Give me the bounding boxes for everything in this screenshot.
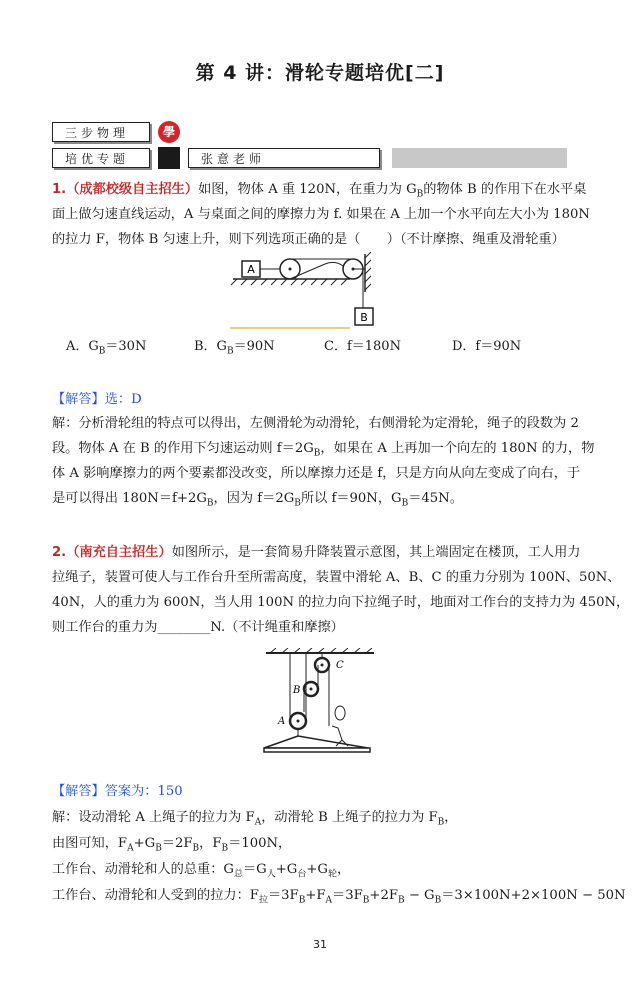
q2-solution-1: 解：设动滑轮 A 上绳子的拉力为 $F_A$，动滑轮 B 上绳子的拉力为 $F_B$， xyxy=(52,810,458,828)
q2-solution-2: 由图可知，$F_A+G_B=2F_B$，$F_B=100N$， xyxy=(52,836,292,854)
q1-line-1: 1.（成都校级自主招生）如图，物体 A 重 120N，在重力为 $G_B$的物体 B 的作用下在水平桌 xyxy=(52,182,587,200)
black-square xyxy=(158,147,180,169)
q2-text-1: 如图所示，是一套简易升降装置示意图，其上端固定在楼顶，工人用力 xyxy=(171,545,581,560)
q2-fig-label-b: B xyxy=(293,685,301,696)
brand-box xyxy=(52,122,150,142)
q1-option-a: A．$G_B=30N$ xyxy=(66,339,147,357)
q1-text-1: 如图，物体 A 重 120N，在重力为 G xyxy=(198,182,417,197)
q1-solution-2: 段。物体 A 在 B 的作用下匀速运动则 $f=2G_B$，如果在 A 上再加一个向左的 180N 的力，物 xyxy=(52,441,595,459)
page-title: 第 4 讲：滑轮专题培优[二] xyxy=(195,62,445,84)
q1-option-d: D．f＝90N xyxy=(452,339,522,354)
q2-line-2: 拉绳子，装置可使人与工作台升至所需高度，装置中滑轮 A、B、C 的重力分别为 100N、50N、 xyxy=(52,570,621,585)
teacher-label: 张意老师 xyxy=(201,152,266,166)
q1-number: 1. xyxy=(52,182,67,197)
q1-text-1-tail: 的物体 B 的作用下在水平桌 xyxy=(423,182,587,197)
q1-fig-label-b: B xyxy=(360,311,368,324)
q1-solution-1: 解：分析滑轮组的特点可以得出，左侧滑轮为动滑轮，右侧滑轮为定滑轮，绳子的段数为 2 xyxy=(52,416,579,431)
q1-pulley-figure xyxy=(225,252,385,334)
q1-solution-3: 体 A 影响摩擦力的两个要素都没改变，所以摩擦力还是 f，只是方向从向左变成了向右，于 xyxy=(52,466,581,481)
q2-line-1 xyxy=(52,540,581,565)
logo-char: 學 xyxy=(162,125,175,139)
teacher-box xyxy=(188,148,380,168)
q1-answer-text: 选：D xyxy=(104,392,142,407)
q1-source: （成都校级自主招生） xyxy=(66,182,199,197)
page-number: 31 xyxy=(313,938,327,951)
q2-line-4: 则工作台的重力为________N.（不计绳重和摩擦） xyxy=(52,620,344,635)
q1-solution-4: 是可以得出 $180N=f+2G_B$，因为 $f=2G_B$所以 f＝90N，$G_B=45N$。 xyxy=(52,491,463,509)
brand-logo xyxy=(158,121,180,143)
q1-fig-label-a: A xyxy=(247,263,255,276)
q2-source: （南充自主招生） xyxy=(66,545,172,560)
q1-line-2: 面上做匀速直线运动，A 与桌面之间的摩擦力为 f. 如果在 A 上加一个水平向左大小为 180N xyxy=(52,207,590,222)
q2-lift-figure xyxy=(256,648,386,760)
q2-solution-4: 工作台、动滑轮和人受到的拉力：$F_拉=3F_B+F_A=3F_B+2F_B - G_B=3\times 100N+2\times 100N - 50N$ xyxy=(52,888,626,906)
q2-solution-3: 工作台、动滑轮和人的总重：$G_总=G_人+G_台+G_轮$， xyxy=(52,862,351,880)
q2-answer xyxy=(52,779,183,804)
q1-answer-tag: 【解答】 xyxy=(52,392,105,407)
q2-line-3: 40N，人的重力为 600N，当人用 100N 的拉力向下拉绳子时，地面对工作台的支持力为 450N， xyxy=(52,595,630,610)
q1-line-3: 的拉力 F，物体 B 匀速上升，则下列选项正确的是（ ）（不计摩擦、绳重及滑轮重） xyxy=(52,232,565,247)
q1-option-b: B．$G_B=90N$ xyxy=(194,339,275,357)
q1-answer xyxy=(52,387,142,412)
q2-fig-label-a: A xyxy=(278,716,286,727)
q2-fig-label-c: C xyxy=(336,660,344,671)
course-box xyxy=(52,148,150,168)
header-gray-bar xyxy=(392,148,567,168)
q2-answer-tag: 【解答】 xyxy=(52,784,105,799)
q2-answer-text: 答案为：150 xyxy=(104,784,183,799)
course-label: 培优专题 xyxy=(65,152,130,166)
q2-number: 2. xyxy=(52,545,67,560)
q1-option-c: C．f＝180N xyxy=(324,339,401,354)
brand-label: 三步物理 xyxy=(65,126,130,140)
